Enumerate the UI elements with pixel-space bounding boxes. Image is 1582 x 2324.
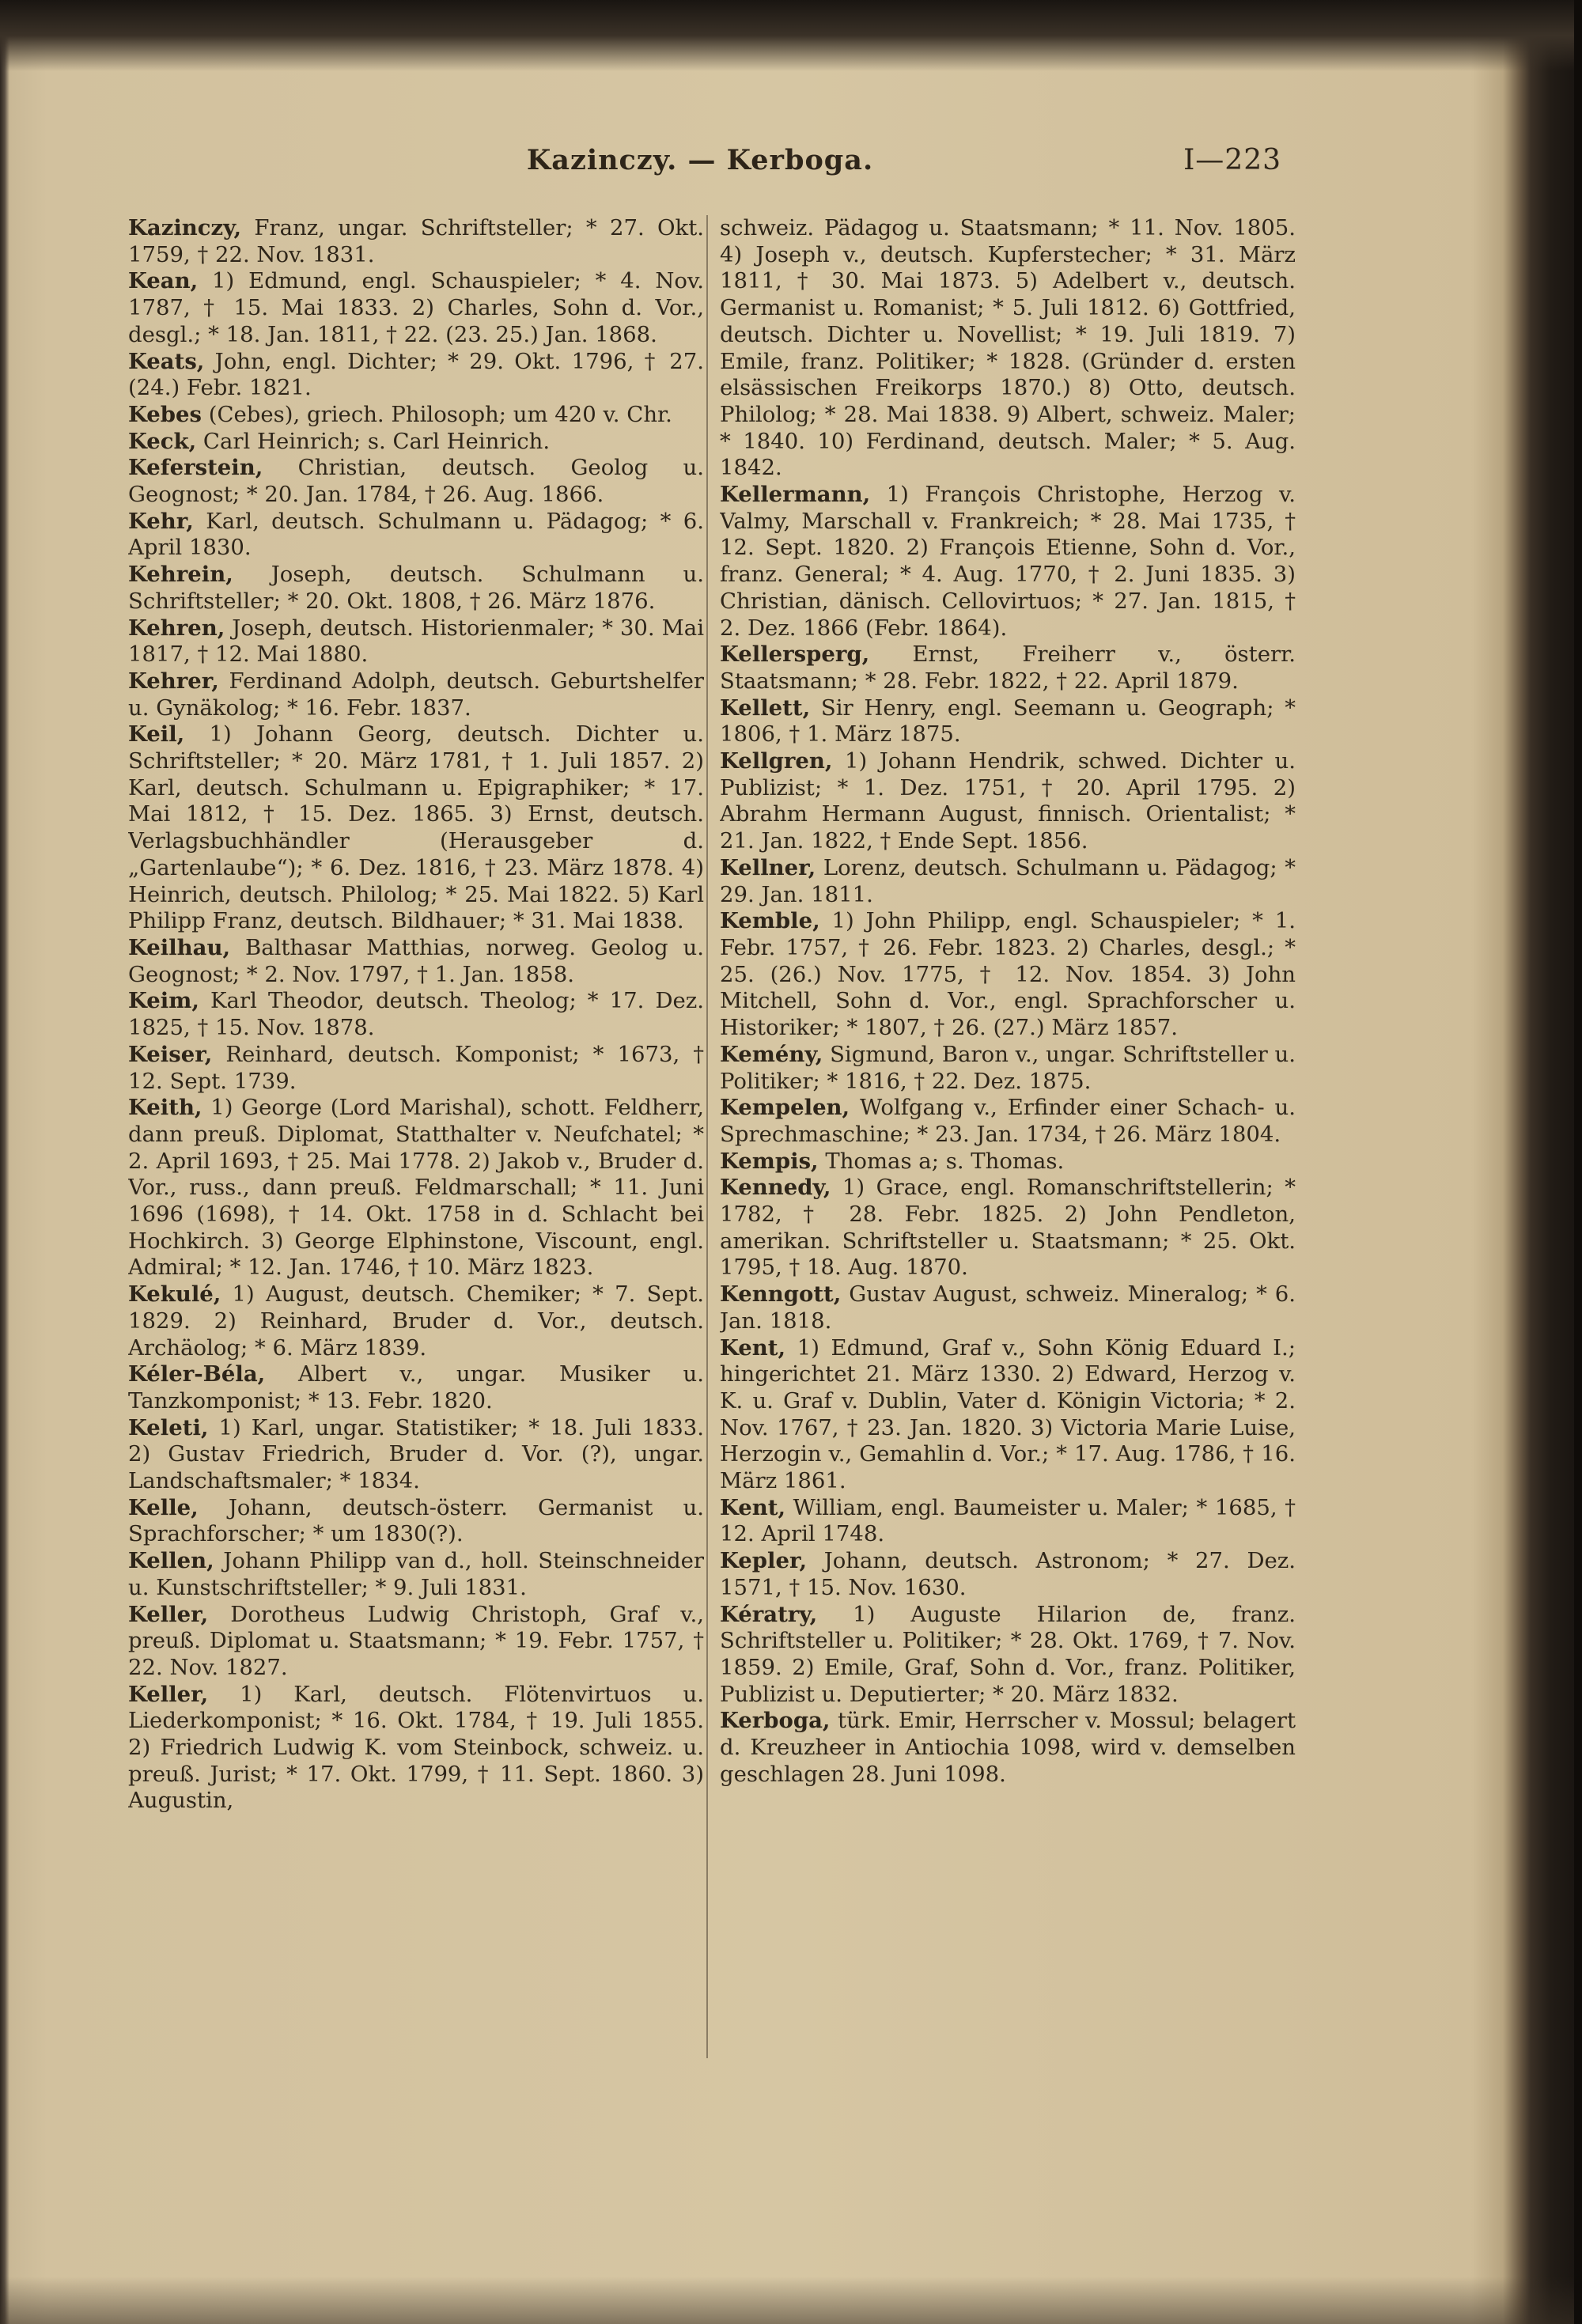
- entry-text: Lorenz, deutsch. Schulmann u. Pädagog; * 29. Jan. 1811.: [720, 854, 1296, 907]
- dictionary-entry: [128, 429, 704, 456]
- entry-headword: Kellersperg,: [720, 642, 870, 668]
- right-column: [720, 215, 1296, 2106]
- dictionary-entry: [128, 455, 704, 508]
- dictionary-entry: [720, 855, 1296, 908]
- left-column: [128, 215, 704, 2106]
- entry-headword: Kemble,: [720, 908, 820, 934]
- entry-headword: Keim,: [128, 988, 199, 1014]
- entry-text: Karl Theodor, deutsch. Theolog; * 17. Dez. 1825, † 15. Nov. 1878.: [128, 988, 704, 1041]
- entry-text: Sir Henry, engl. Seemann u. Geograph; * 1806, † 1. März 1875.: [720, 695, 1296, 748]
- entry-headword: Kehrer,: [128, 668, 219, 694]
- dictionary-entry: [128, 1281, 704, 1361]
- dictionary-entry: [128, 615, 704, 668]
- entry-text: Johann Philipp van d., holl. Steinschneider u. Kunstschriftsteller; * 9. Juli 1831.: [128, 1548, 704, 1600]
- entry-text: 1) Grace, engl. Romanschriftstellerin; * 1782, † 28. Febr. 1825. 2) John Pendleton, amerikan. Schriftsteller u. Staatsmann; * 25. Okt. 1795, † 18. Aug. 1870.: [720, 1175, 1296, 1281]
- entry-text: Ferdinand Adolph, deutsch. Geburtshelfer u. Gynäkolog; * 16. Febr. 1837.: [128, 668, 704, 721]
- dictionary-entry: [128, 988, 704, 1041]
- dictionary-entry: [720, 642, 1296, 695]
- dictionary-entry: [128, 268, 704, 348]
- entry-headword: Kempis,: [720, 1148, 819, 1174]
- entry-text: Joseph, deutsch. Historienmaler; * 30. Mai 1817, † 12. Mai 1880.: [128, 615, 704, 668]
- entry-text: 1) François Christophe, Herzog v. Valmy, Marschall v. Frankreich; * 28. Mai 1735, † 12. Sept. 1820. 2) François Etienne, Sohn d. Vor., franz. General; * 4. Aug. 1770, † 2. Juni 1835. 3) Christian, dänisch. Cellovirtuos; * 27. Jan. 1815, † 2. Dez. 1866 (Febr. 1864).: [720, 482, 1296, 641]
- entry-text: John, engl. Dichter; * 29. Okt. 1796, † 27. (24.) Febr. 1821.: [128, 348, 704, 401]
- entry-text: schweiz. Pädagog u. Staatsmann; * 11. Nov. 1805. 4) Joseph v., deutsch. Kupferstecher; * 31. März 1811, † 30. Mai 1873. 5) Adelbert v., deutsch. Germanist u. Romanist; * 5. Juli 1812. 6) Gottfried, deutsch. Dichter u. Novellist; * 19. Juli 1819. 7) Emile, franz. Politiker; * 1828. (Gründer d. ersten elsässischen Freikorps 1870.) 8) Otto, deutsch. Philolog; * 28. Mai 1838. 9) Albert, schweiz. Maler; * 1840. 10) Ferdinand, deutsch. Maler; * 5. Aug. 1842.: [720, 215, 1296, 481]
- dictionary-entry: [720, 1708, 1296, 1788]
- column-divider: [706, 215, 708, 2058]
- entry-headword: Kean,: [128, 268, 199, 294]
- entry-headword: Kazinczy,: [128, 215, 242, 240]
- dictionary-entry: [720, 1095, 1296, 1148]
- entry-headword: Kent,: [720, 1494, 786, 1520]
- entry-headword: Kebes: [128, 401, 202, 427]
- entry-text: 1) John Philipp, engl. Schauspieler; * 1. Febr. 1757, † 26. Febr. 1823. 2) Charles, desgl.; * 25. (26.) Nov. 1775, † 12. Nov. 1854. 3) John Mitchell, Sohn d. Vor., engl. Sprachforscher u. Historiker; * 1807, † 26. (27.) März 1857.: [720, 908, 1296, 1041]
- entry-text: 1) Edmund, Graf v., Sohn König Eduard I.; hingerichtet 21. März 1330. 2) Edward, Herzog v. K. u. Graf v. Dublin, Vater d. Königin Victoria; * 2. Nov. 1767, † 23. Jan. 1820. 3) Victoria Marie Luise, Herzogin v., Gemahlin d. Vor.; * 17. Aug. 1786, † 16. März 1861.: [720, 1334, 1296, 1494]
- running-head: Kazinczy. — Kerboga.: [526, 144, 874, 176]
- dictionary-entry: [720, 1602, 1296, 1709]
- dictionary-entry: [128, 562, 704, 615]
- entry-text: 1) August, deutsch. Chemiker; * 7. Sept. 1829. 2) Reinhard, Bruder d. Vor., deutsch. Archäolog; * 6. März 1839.: [128, 1281, 704, 1361]
- dictionary-entry: [720, 908, 1296, 1042]
- dictionary-entry: [720, 215, 1296, 482]
- entry-text: Franz, ungar. Schriftsteller; * 27. Okt. 1759, † 22. Nov. 1831.: [128, 215, 704, 267]
- entry-text: 1) Edmund, engl. Schauspieler; * 4. Nov. 1787, † 15. Mai 1833. 2) Charles, Sohn d. Vor., desgl.; * 18. Jan. 1811, † 22. (23. 25.) Jan. 1868.: [128, 268, 704, 347]
- entry-text: Ernst, Freiherr v., österr. Staatsmann; * 28. Febr. 1822, † 22. April 1879.: [720, 642, 1296, 694]
- entry-text: Gustav August, schweiz. Mineralog; * 6. Jan. 1818.: [720, 1281, 1296, 1334]
- dictionary-entry: [128, 668, 704, 721]
- entry-headword: Kellgren,: [720, 748, 833, 774]
- dictionary-entry: [128, 1361, 704, 1414]
- entry-headword: Keiser,: [128, 1041, 213, 1067]
- entry-text: 1) Karl, ungar. Statistiker; * 18. Juli 1833. 2) Gustav Friedrich, Bruder d. Vor. (?), ungar. Landschaftsmaler; * 1834.: [128, 1414, 704, 1494]
- entry-text: Johann, deutsch. Astronom; * 27. Dez. 1571, † 15. Nov. 1630.: [720, 1548, 1296, 1600]
- entry-text: türk. Emir, Herrscher v. Mossul; belagert d. Kreuzheer in Antiochia 1098, wird v. demselben geschlagen 28. Juni 1098.: [720, 1708, 1296, 1787]
- dictionary-entry: [720, 482, 1296, 642]
- entry-headword: Kemény,: [720, 1041, 823, 1067]
- entry-text: 1) George (Lord Marishal), schott. Feldherr, dann preuß. Diplomat, Statthalter v. Neufchatel; * 2. April 1693, † 25. Mai 1778. 2) Jakob v., Bruder d. Vor., russ., dann preuß. Feldmarschall; * 11. Juni 1696 (1698), † 14. Okt. 1758 in d. Schlacht bei Hochkirch. 3) George Elphinstone, Viscount, engl. Admiral; * 12. Jan. 1746, † 10. März 1823.: [128, 1095, 704, 1281]
- book-edge: [1574, 0, 1582, 2324]
- dictionary-entry: [128, 215, 704, 268]
- dictionary-entry: [128, 1042, 704, 1095]
- entry-text: Thomas a; s. Thomas.: [818, 1148, 1065, 1174]
- entry-text: 1) Karl, deutsch. Flötenvirtuos u. Liederkomponist; * 16. Okt. 1784, † 19. Juli 1855. 2) Friedrich Ludwig K. vom Steinbock, schweiz. u. preuß. Jurist; * 17. Okt. 1799, † 11. Sept. 1860. 3) Augustin,: [128, 1681, 704, 1814]
- dictionary-entry: [128, 721, 704, 935]
- entry-headword: Kellett,: [720, 695, 811, 721]
- entry-headword: Keats,: [128, 348, 205, 374]
- dictionary-entry: [720, 1042, 1296, 1095]
- dictionary-entry: [128, 402, 704, 429]
- entry-headword: Kehrein,: [128, 562, 233, 588]
- entry-headword: Keferstein,: [128, 455, 263, 481]
- entry-headword: Keil,: [128, 721, 185, 748]
- page-number: I—223: [1183, 144, 1281, 176]
- dictionary-entry: [720, 1149, 1296, 1175]
- entry-headword: Keck,: [128, 428, 197, 454]
- entry-text: 1) Johann Hendrik, schwed. Dichter u. Publizist; * 1. Dez. 1751, † 20. April 1795. 2) Abrahm Hermann August, finnisch. Orientalist; * 21. Jan. 1822, † Ende Sept. 1856.: [720, 748, 1296, 854]
- entry-headword: Keller,: [128, 1681, 209, 1707]
- entry-text: Johann, deutsch-österr. Germanist u. Sprachforscher; * um 1830(?).: [128, 1494, 704, 1547]
- dictionary-entry: [720, 695, 1296, 748]
- dictionary-entry: [128, 1548, 704, 1601]
- dictionary-entry: [720, 748, 1296, 855]
- entry-headword: Kenngott,: [720, 1281, 842, 1308]
- dictionary-entry: [720, 1281, 1296, 1334]
- dictionary-entry: [128, 509, 704, 562]
- dictionary-entry: [128, 349, 704, 402]
- dictionary-entry: [128, 935, 704, 988]
- entry-headword: Kempelen,: [720, 1095, 850, 1121]
- page-bottom-shadow: [0, 2277, 1582, 2324]
- entry-text: Carl Heinrich; s. Carl Heinrich.: [196, 428, 551, 454]
- dictionary-entry: [720, 1495, 1296, 1548]
- entry-headword: Kennedy,: [720, 1175, 831, 1201]
- entry-headword: Kehr,: [128, 508, 194, 534]
- entry-headword: Kellermann,: [720, 482, 871, 508]
- entry-text: Christian, deutsch. Geolog u. Geognost; * 20. Jan. 1784, † 26. Aug. 1866.: [128, 455, 704, 508]
- entry-text: Reinhard, deutsch. Komponist; * 1673, † 12. Sept. 1739.: [128, 1041, 704, 1094]
- entry-headword: Kehren,: [128, 615, 225, 641]
- entry-text: 1) Johann Georg, deutsch. Dichter u. Schriftsteller; * 20. März 1781, † 1. Juli 1857. 2) Karl, deutsch. Schulmann u. Epigraphiker; * 17. Mai 1812, † 15. Dez. 1865. 3) Ernst, deutsch. Verlagsbuchhändler (Herausgeber d. „Gartenlaube“); * 6. Dez. 1816, † 23. März 1878. 4) Heinrich, deutsch. Philolog; * 25. Mai 1822. 5) Karl Philipp Franz, deutsch. Bildhauer; * 31. Mai 1838.: [128, 721, 704, 934]
- page-header: [119, 144, 1281, 184]
- entry-headword: Keilhau,: [128, 934, 231, 960]
- entry-headword: Kent,: [720, 1334, 786, 1361]
- entry-text: Albert v., ungar. Musiker u. Tanzkomponist; * 13. Febr. 1820.: [128, 1361, 704, 1414]
- entry-headword: Keleti,: [128, 1414, 209, 1440]
- entry-headword: Kéler-Béla,: [128, 1361, 266, 1387]
- page-top-shadow: [0, 0, 1582, 71]
- dictionary-entry: [128, 1682, 704, 1815]
- dictionary-entry: [128, 1415, 704, 1495]
- entry-headword: Kellner,: [720, 854, 816, 880]
- entry-text: William, engl. Baumeister u. Maler; * 1685, † 12. April 1748.: [720, 1494, 1296, 1547]
- entry-headword: Kekulé,: [128, 1281, 221, 1308]
- entry-headword: Kerboga,: [720, 1708, 831, 1734]
- dictionary-entry: [720, 1335, 1296, 1495]
- entry-headword: Kelle,: [128, 1494, 199, 1520]
- dictionary-entry: [128, 1602, 704, 1682]
- dictionary-entry: [720, 1175, 1296, 1281]
- entry-text: 1) Auguste Hilarion de, franz. Schriftsteller u. Politiker; * 28. Okt. 1769, † 7. Nov. 1859. 2) Emile, Graf, Sohn d. Vor., franz. Politiker, Publizist u. Deputierter; * 20. März 1832.: [720, 1601, 1296, 1707]
- entry-text: Wolfgang v., Erfinder einer Schach- u. Sprechmaschine; * 23. Jan. 1734, † 26. März 1804.: [720, 1095, 1296, 1147]
- entry-headword: Kepler,: [720, 1548, 808, 1574]
- entry-headword: Kératry,: [720, 1601, 818, 1627]
- dictionary-entry: [720, 1548, 1296, 1601]
- entry-text: Sigmund, Baron v., ungar. Schriftsteller u. Politiker; * 1816, † 22. Dez. 1875.: [720, 1041, 1296, 1094]
- entry-headword: Kellen,: [128, 1548, 214, 1574]
- entry-headword: Keller,: [128, 1601, 209, 1627]
- entry-text: Karl, deutsch. Schulmann u. Pädagog; * 6. April 1830.: [128, 508, 704, 561]
- dictionary-entry: [128, 1095, 704, 1281]
- entry-text: (Cebes), griech. Philosoph; um 420 v. Chr.: [202, 401, 672, 427]
- entry-text: Joseph, deutsch. Schulmann u. Schriftsteller; * 20. Okt. 1808, † 26. März 1876.: [128, 562, 704, 614]
- entry-headword: Keith,: [128, 1095, 202, 1121]
- dictionary-entry: [128, 1495, 704, 1548]
- entry-text: Balthasar Matthias, norweg. Geolog u. Geognost; * 2. Nov. 1797, † 1. Jan. 1858.: [128, 934, 704, 987]
- entry-text: Dorotheus Ludwig Christoph, Graf v., preuß. Diplomat u. Staatsmann; * 19. Febr. 1757, † 22. Nov. 1827.: [128, 1601, 704, 1680]
